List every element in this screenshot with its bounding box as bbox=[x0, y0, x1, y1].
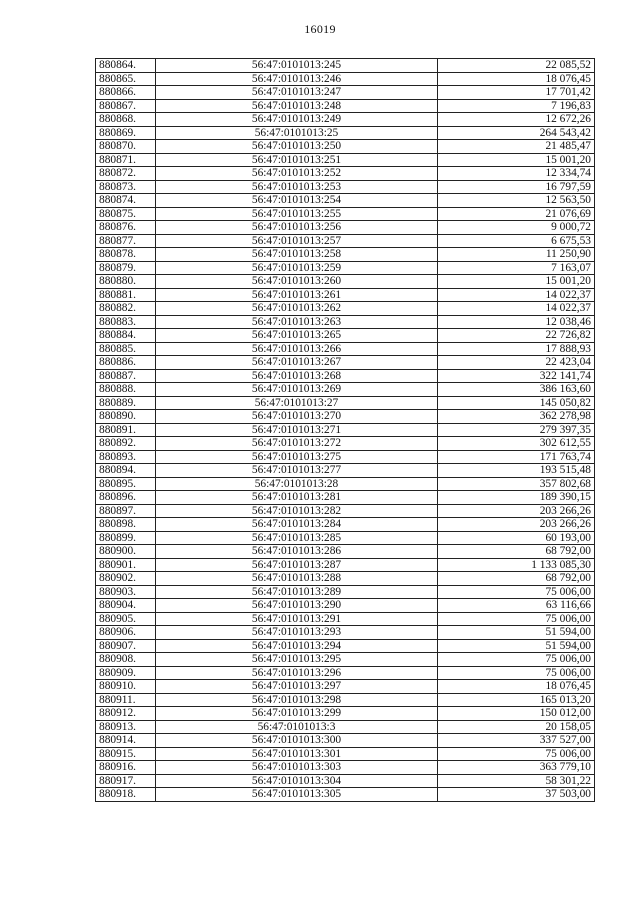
table-row bbox=[96, 477, 595, 491]
table-row bbox=[96, 288, 595, 302]
cadastral-value-cell: 68 792,00 bbox=[438, 545, 595, 559]
cadastral-value-table bbox=[95, 58, 595, 802]
cadastral-value-cell: 386 163,60 bbox=[438, 383, 595, 397]
cadastral-value-cell: 264 543,42 bbox=[438, 126, 595, 140]
table-row bbox=[96, 369, 595, 383]
cadastral-number-cell: 56:47:0101013:263 bbox=[156, 315, 438, 329]
cadastral-number-cell: 56:47:0101013:247 bbox=[156, 86, 438, 100]
row-number-cell: 880893. bbox=[96, 450, 156, 464]
table-row bbox=[96, 680, 595, 694]
cadastral-value-cell: 165 013,20 bbox=[438, 693, 595, 707]
row-number-cell: 880902. bbox=[96, 572, 156, 586]
cadastral-value-cell: 12 038,46 bbox=[438, 315, 595, 329]
table-row bbox=[96, 585, 595, 599]
cadastral-value-cell: 322 141,74 bbox=[438, 369, 595, 383]
table-row bbox=[96, 383, 595, 397]
cadastral-number-cell: 56:47:0101013:255 bbox=[156, 207, 438, 221]
row-number-cell: 880909. bbox=[96, 666, 156, 680]
cadastral-number-cell: 56:47:0101013:245 bbox=[156, 59, 438, 73]
row-number-cell: 880891. bbox=[96, 423, 156, 437]
cadastral-value-cell: 17 701,42 bbox=[438, 86, 595, 100]
cadastral-value-cell: 51 594,00 bbox=[438, 639, 595, 653]
table-row bbox=[96, 261, 595, 275]
cadastral-number-cell: 56:47:0101013:27 bbox=[156, 396, 438, 410]
table-row bbox=[96, 59, 595, 73]
row-number-cell: 880911. bbox=[96, 693, 156, 707]
table-row bbox=[96, 194, 595, 208]
table-row bbox=[96, 639, 595, 653]
row-number-cell: 880889. bbox=[96, 396, 156, 410]
cadastral-value-cell: 279 397,35 bbox=[438, 423, 595, 437]
cadastral-number-cell: 56:47:0101013:267 bbox=[156, 356, 438, 370]
cadastral-value-cell: 145 050,82 bbox=[438, 396, 595, 410]
cadastral-value-cell: 357 802,68 bbox=[438, 477, 595, 491]
cadastral-number-cell: 56:47:0101013:294 bbox=[156, 639, 438, 653]
cadastral-value-cell: 337 527,00 bbox=[438, 734, 595, 748]
table-row bbox=[96, 207, 595, 221]
row-number-cell: 880875. bbox=[96, 207, 156, 221]
cadastral-number-cell: 56:47:0101013:295 bbox=[156, 653, 438, 667]
cadastral-number-cell: 56:47:0101013:259 bbox=[156, 261, 438, 275]
row-number-cell: 880878. bbox=[96, 248, 156, 262]
row-number-cell: 880872. bbox=[96, 167, 156, 181]
cadastral-number-cell: 56:47:0101013:304 bbox=[156, 774, 438, 788]
cadastral-value-cell: 21 485,47 bbox=[438, 140, 595, 154]
table-row bbox=[96, 423, 595, 437]
cadastral-number-cell: 56:47:0101013:246 bbox=[156, 72, 438, 86]
row-number-cell: 880879. bbox=[96, 261, 156, 275]
cadastral-number-cell: 56:47:0101013:290 bbox=[156, 599, 438, 613]
row-number-cell: 880884. bbox=[96, 329, 156, 343]
cadastral-number-cell: 56:47:0101013:275 bbox=[156, 450, 438, 464]
cadastral-number-cell: 56:47:0101013:289 bbox=[156, 585, 438, 599]
table-row bbox=[96, 126, 595, 140]
table-row bbox=[96, 140, 595, 154]
table-row bbox=[96, 342, 595, 356]
table-row bbox=[96, 180, 595, 194]
table-row bbox=[96, 234, 595, 248]
cadastral-value-cell: 75 006,00 bbox=[438, 653, 595, 667]
cadastral-number-cell: 56:47:0101013:261 bbox=[156, 288, 438, 302]
cadastral-value-cell: 12 334,74 bbox=[438, 167, 595, 181]
table-row bbox=[96, 99, 595, 113]
table-row bbox=[96, 329, 595, 343]
table-row bbox=[96, 410, 595, 424]
cadastral-number-cell: 56:47:0101013:266 bbox=[156, 342, 438, 356]
row-number-cell: 880914. bbox=[96, 734, 156, 748]
cadastral-value-cell: 193 515,48 bbox=[438, 464, 595, 478]
cadastral-value-cell: 362 278,98 bbox=[438, 410, 595, 424]
row-number-cell: 880901. bbox=[96, 558, 156, 572]
row-number-cell: 880876. bbox=[96, 221, 156, 235]
cadastral-value-cell: 58 301,22 bbox=[438, 774, 595, 788]
cadastral-number-cell: 56:47:0101013:301 bbox=[156, 747, 438, 761]
row-number-cell: 880906. bbox=[96, 626, 156, 640]
cadastral-value-cell: 17 888,93 bbox=[438, 342, 595, 356]
row-number-cell: 880903. bbox=[96, 585, 156, 599]
table-row bbox=[96, 113, 595, 127]
row-number-cell: 880912. bbox=[96, 707, 156, 721]
table-row bbox=[96, 504, 595, 518]
cadastral-number-cell: 56:47:0101013:270 bbox=[156, 410, 438, 424]
cadastral-number-cell: 56:47:0101013:285 bbox=[156, 531, 438, 545]
cadastral-number-cell: 56:47:0101013:254 bbox=[156, 194, 438, 208]
table-row bbox=[96, 450, 595, 464]
table-row bbox=[96, 248, 595, 262]
cadastral-number-cell: 56:47:0101013:262 bbox=[156, 302, 438, 316]
table-row bbox=[96, 572, 595, 586]
row-number-cell: 880895. bbox=[96, 477, 156, 491]
cadastral-number-cell: 56:47:0101013:28 bbox=[156, 477, 438, 491]
row-number-cell: 880867. bbox=[96, 99, 156, 113]
row-number-cell: 880916. bbox=[96, 761, 156, 775]
cadastral-number-cell: 56:47:0101013:300 bbox=[156, 734, 438, 748]
row-number-cell: 880917. bbox=[96, 774, 156, 788]
table-row bbox=[96, 707, 595, 721]
row-number-cell: 880866. bbox=[96, 86, 156, 100]
row-number-cell: 880896. bbox=[96, 491, 156, 505]
cadastral-number-cell: 56:47:0101013:248 bbox=[156, 99, 438, 113]
row-number-cell: 880892. bbox=[96, 437, 156, 451]
cadastral-value-cell: 22 423,04 bbox=[438, 356, 595, 370]
table-row bbox=[96, 302, 595, 316]
cadastral-number-cell: 56:47:0101013:253 bbox=[156, 180, 438, 194]
table-row bbox=[96, 396, 595, 410]
cadastral-value-cell: 12 563,50 bbox=[438, 194, 595, 208]
table-row bbox=[96, 693, 595, 707]
cadastral-value-cell: 15 001,20 bbox=[438, 153, 595, 167]
cadastral-number-cell: 56:47:0101013:3 bbox=[156, 720, 438, 734]
cadastral-number-cell: 56:47:0101013:258 bbox=[156, 248, 438, 262]
cadastral-value-cell: 75 006,00 bbox=[438, 666, 595, 680]
cadastral-value-cell: 20 158,05 bbox=[438, 720, 595, 734]
table-row bbox=[96, 788, 595, 802]
table-row bbox=[96, 491, 595, 505]
page-number: 16019 bbox=[304, 22, 336, 36]
table-row bbox=[96, 612, 595, 626]
row-number-cell: 880864. bbox=[96, 59, 156, 73]
cadastral-value-cell: 16 797,59 bbox=[438, 180, 595, 194]
table-row bbox=[96, 315, 595, 329]
cadastral-number-cell: 56:47:0101013:297 bbox=[156, 680, 438, 694]
table-row bbox=[96, 221, 595, 235]
table-row bbox=[96, 153, 595, 167]
row-number-cell: 880907. bbox=[96, 639, 156, 653]
table-row bbox=[96, 518, 595, 532]
cadastral-value-cell: 14 022,37 bbox=[438, 302, 595, 316]
cadastral-value-cell: 68 792,00 bbox=[438, 572, 595, 586]
cadastral-number-cell: 56:47:0101013:291 bbox=[156, 612, 438, 626]
row-number-cell: 880900. bbox=[96, 545, 156, 559]
row-number-cell: 880897. bbox=[96, 504, 156, 518]
row-number-cell: 880877. bbox=[96, 234, 156, 248]
cadastral-value-cell: 203 266,26 bbox=[438, 518, 595, 532]
table-row bbox=[96, 626, 595, 640]
row-number-cell: 880898. bbox=[96, 518, 156, 532]
cadastral-value-cell: 37 503,00 bbox=[438, 788, 595, 802]
table-row bbox=[96, 747, 595, 761]
cadastral-value-cell: 22 726,82 bbox=[438, 329, 595, 343]
cadastral-value-cell: 9 000,72 bbox=[438, 221, 595, 235]
table-row bbox=[96, 275, 595, 289]
table-row bbox=[96, 653, 595, 667]
cadastral-number-cell: 56:47:0101013:288 bbox=[156, 572, 438, 586]
row-number-cell: 880894. bbox=[96, 464, 156, 478]
row-number-cell: 880886. bbox=[96, 356, 156, 370]
cadastral-number-cell: 56:47:0101013:249 bbox=[156, 113, 438, 127]
row-number-cell: 880905. bbox=[96, 612, 156, 626]
cadastral-value-cell: 363 779,10 bbox=[438, 761, 595, 775]
row-number-cell: 880890. bbox=[96, 410, 156, 424]
table-row bbox=[96, 558, 595, 572]
row-number-cell: 880870. bbox=[96, 140, 156, 154]
cadastral-value-cell: 75 006,00 bbox=[438, 747, 595, 761]
cadastral-value-cell: 7 163,07 bbox=[438, 261, 595, 275]
row-number-cell: 880873. bbox=[96, 180, 156, 194]
cadastral-number-cell: 56:47:0101013:250 bbox=[156, 140, 438, 154]
cadastral-number-cell: 56:47:0101013:271 bbox=[156, 423, 438, 437]
cadastral-number-cell: 56:47:0101013:305 bbox=[156, 788, 438, 802]
table-row bbox=[96, 599, 595, 613]
cadastral-value-cell: 6 675,53 bbox=[438, 234, 595, 248]
cadastral-value-cell: 63 116,66 bbox=[438, 599, 595, 613]
row-number-cell: 880869. bbox=[96, 126, 156, 140]
cadastral-value-cell: 15 001,20 bbox=[438, 275, 595, 289]
cadastral-value-cell: 203 266,26 bbox=[438, 504, 595, 518]
row-number-cell: 880880. bbox=[96, 275, 156, 289]
cadastral-number-cell: 56:47:0101013:299 bbox=[156, 707, 438, 721]
cadastral-number-cell: 56:47:0101013:25 bbox=[156, 126, 438, 140]
cadastral-value-cell: 51 594,00 bbox=[438, 626, 595, 640]
row-number-cell: 880915. bbox=[96, 747, 156, 761]
cadastral-value-cell: 22 085,52 bbox=[438, 59, 595, 73]
table-body bbox=[96, 59, 595, 802]
table-row bbox=[96, 531, 595, 545]
cadastral-number-cell: 56:47:0101013:265 bbox=[156, 329, 438, 343]
cadastral-value-cell: 189 390,15 bbox=[438, 491, 595, 505]
row-number-cell: 880887. bbox=[96, 369, 156, 383]
cadastral-number-cell: 56:47:0101013:281 bbox=[156, 491, 438, 505]
cadastral-number-cell: 56:47:0101013:277 bbox=[156, 464, 438, 478]
cadastral-value-cell: 302 612,55 bbox=[438, 437, 595, 451]
table-row bbox=[96, 761, 595, 775]
cadastral-number-cell: 56:47:0101013:287 bbox=[156, 558, 438, 572]
row-number-cell: 880899. bbox=[96, 531, 156, 545]
row-number-cell: 880871. bbox=[96, 153, 156, 167]
row-number-cell: 880904. bbox=[96, 599, 156, 613]
table-row bbox=[96, 720, 595, 734]
cadastral-number-cell: 56:47:0101013:296 bbox=[156, 666, 438, 680]
cadastral-value-cell: 14 022,37 bbox=[438, 288, 595, 302]
row-number-cell: 880882. bbox=[96, 302, 156, 316]
row-number-cell: 880868. bbox=[96, 113, 156, 127]
cadastral-number-cell: 56:47:0101013:303 bbox=[156, 761, 438, 775]
cadastral-value-cell: 12 672,26 bbox=[438, 113, 595, 127]
row-number-cell: 880883. bbox=[96, 315, 156, 329]
table-row bbox=[96, 167, 595, 181]
row-number-cell: 880885. bbox=[96, 342, 156, 356]
table-row bbox=[96, 774, 595, 788]
cadastral-value-cell: 171 763,74 bbox=[438, 450, 595, 464]
row-number-cell: 880881. bbox=[96, 288, 156, 302]
table-row bbox=[96, 464, 595, 478]
cadastral-number-cell: 56:47:0101013:272 bbox=[156, 437, 438, 451]
cadastral-value-cell: 7 196,83 bbox=[438, 99, 595, 113]
cadastral-value-cell: 1 133 085,30 bbox=[438, 558, 595, 572]
cadastral-number-cell: 56:47:0101013:260 bbox=[156, 275, 438, 289]
cadastral-value-cell: 150 012,00 bbox=[438, 707, 595, 721]
cadastral-number-cell: 56:47:0101013:252 bbox=[156, 167, 438, 181]
cadastral-number-cell: 56:47:0101013:251 bbox=[156, 153, 438, 167]
cadastral-value-cell: 11 250,90 bbox=[438, 248, 595, 262]
row-number-cell: 880865. bbox=[96, 72, 156, 86]
table-row bbox=[96, 437, 595, 451]
row-number-cell: 880908. bbox=[96, 653, 156, 667]
row-number-cell: 880888. bbox=[96, 383, 156, 397]
cadastral-number-cell: 56:47:0101013:293 bbox=[156, 626, 438, 640]
cadastral-value-cell: 75 006,00 bbox=[438, 585, 595, 599]
cadastral-value-cell: 18 076,45 bbox=[438, 72, 595, 86]
table-row bbox=[96, 545, 595, 559]
cadastral-number-cell: 56:47:0101013:256 bbox=[156, 221, 438, 235]
table-row bbox=[96, 86, 595, 100]
row-number-cell: 880913. bbox=[96, 720, 156, 734]
cadastral-value-cell: 60 193,00 bbox=[438, 531, 595, 545]
cadastral-number-cell: 56:47:0101013:268 bbox=[156, 369, 438, 383]
table-row bbox=[96, 734, 595, 748]
cadastral-number-cell: 56:47:0101013:298 bbox=[156, 693, 438, 707]
row-number-cell: 880910. bbox=[96, 680, 156, 694]
cadastral-number-cell: 56:47:0101013:286 bbox=[156, 545, 438, 559]
cadastral-value-cell: 18 076,45 bbox=[438, 680, 595, 694]
row-number-cell: 880874. bbox=[96, 194, 156, 208]
cadastral-value-cell: 75 006,00 bbox=[438, 612, 595, 626]
table-row bbox=[96, 356, 595, 370]
cadastral-value-cell: 21 076,69 bbox=[438, 207, 595, 221]
cadastral-number-cell: 56:47:0101013:269 bbox=[156, 383, 438, 397]
cadastral-number-cell: 56:47:0101013:257 bbox=[156, 234, 438, 248]
cadastral-number-cell: 56:47:0101013:282 bbox=[156, 504, 438, 518]
row-number-cell: 880918. bbox=[96, 788, 156, 802]
table-row bbox=[96, 72, 595, 86]
table-row bbox=[96, 666, 595, 680]
cadastral-number-cell: 56:47:0101013:284 bbox=[156, 518, 438, 532]
